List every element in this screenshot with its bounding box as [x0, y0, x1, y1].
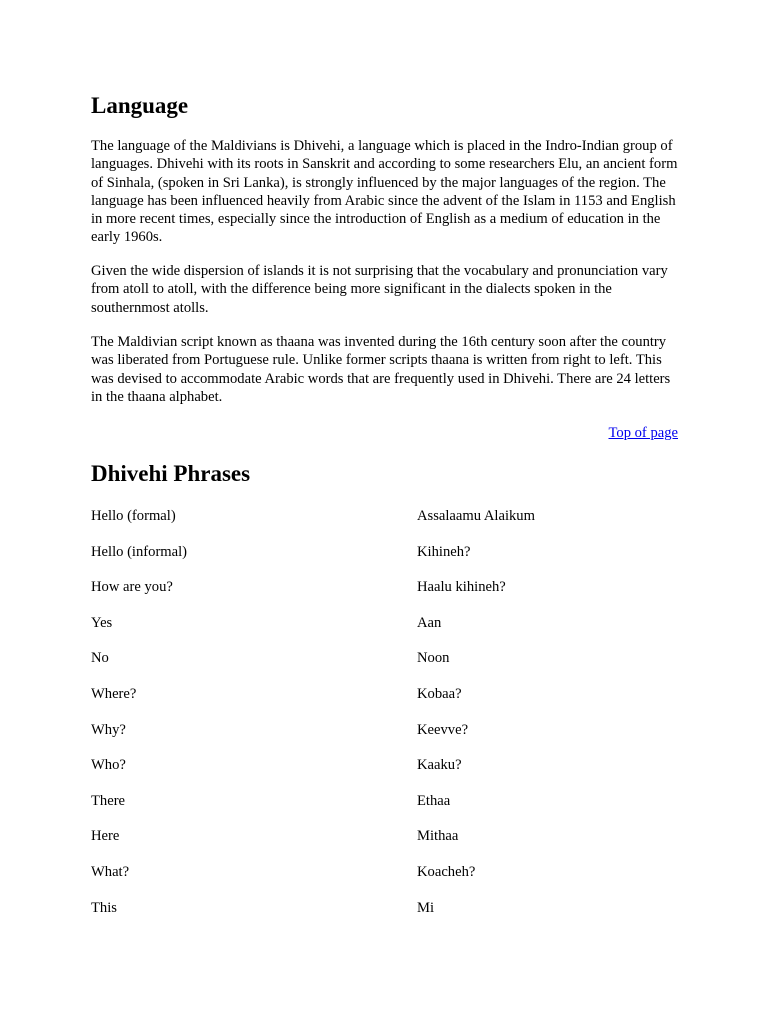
phrase-english: Why? [91, 721, 126, 738]
language-paragraph-1: The language of the Maldivians is Dhivehi, a language which is placed in the Indro-Indian group of languages. Dhivehi with its roots in Sanskrit and according to some researchers Elu, an ancient form of Sinhala, (spoken in Sri Lanka), is strongly influenced by the major languages of the region. The language has been influenced heavily from Arabic since the advent of the Islam in 1153 and English in more recent times, especially since the introduction of English as a medium of education in the early 1960s. [91, 138, 678, 246]
phrases-heading: Dhivehi Phrases [91, 461, 251, 486]
phrase-english: No [91, 650, 109, 667]
phrase-row [91, 649, 678, 685]
phrase-dhivehi: Mi [417, 899, 435, 916]
phrase-english: There [91, 792, 126, 809]
phrase-dhivehi: Ethaa [417, 792, 451, 809]
phrase-row [91, 756, 678, 792]
phrase-row [91, 899, 678, 935]
phrase-row [91, 863, 678, 899]
phrases-table [91, 507, 678, 934]
phrase-english: What? [91, 863, 130, 880]
phrase-dhivehi: Kaaku? [417, 757, 462, 774]
phrase-english: This [91, 899, 117, 916]
phrase-row [91, 543, 678, 579]
phrase-english: Who? [91, 757, 126, 774]
phrase-row [91, 721, 678, 757]
phrase-english: Yes [91, 614, 113, 631]
phrase-dhivehi: Aan [417, 614, 442, 631]
phrase-row [91, 792, 678, 828]
phrase-dhivehi: Kihineh? [417, 543, 471, 560]
phrase-row [91, 614, 678, 650]
phrase-english: Where? [91, 685, 137, 702]
language-heading: Language [91, 93, 189, 118]
phrase-dhivehi: Noon [417, 650, 450, 667]
phrase-english: Here [91, 828, 120, 845]
phrase-row [91, 827, 678, 863]
phrase-row [91, 578, 678, 614]
phrase-row [91, 685, 678, 721]
phrase-dhivehi: Haalu kihineh? [417, 579, 506, 596]
phrase-dhivehi: Assalaamu Alaikum [417, 508, 535, 524]
language-paragraph-3: The Maldivian script known as thaana was invented during the 16th century soon after the country was liberated from Portuguese rule. Unlike former scripts thaana is written from right to left. This was devised to accommodate Arabic words that are frequently used in Dhivehi. There are 24 letters in the thaana alphabet. [91, 334, 671, 405]
phrase-dhivehi: Kobaa? [417, 685, 462, 702]
phrase-english: Hello (informal) [91, 543, 188, 560]
phrase-dhivehi: Keevve? [417, 721, 469, 738]
phrase-english: Hello (formal) [91, 508, 176, 524]
top-of-page-link[interactable]: Top of page [608, 425, 678, 441]
phrase-dhivehi: Mithaa [417, 828, 459, 845]
phrase-english: How are you? [91, 579, 173, 596]
phrase-row [91, 507, 678, 543]
language-paragraph-2: Given the wide dispersion of islands it is not surprising that the vocabulary and pronunciation vary from atoll to atoll, with the difference being more significant in the dialects spoken in the southernmost atolls. [91, 263, 668, 316]
phrase-dhivehi: Koacheh? [417, 863, 476, 880]
